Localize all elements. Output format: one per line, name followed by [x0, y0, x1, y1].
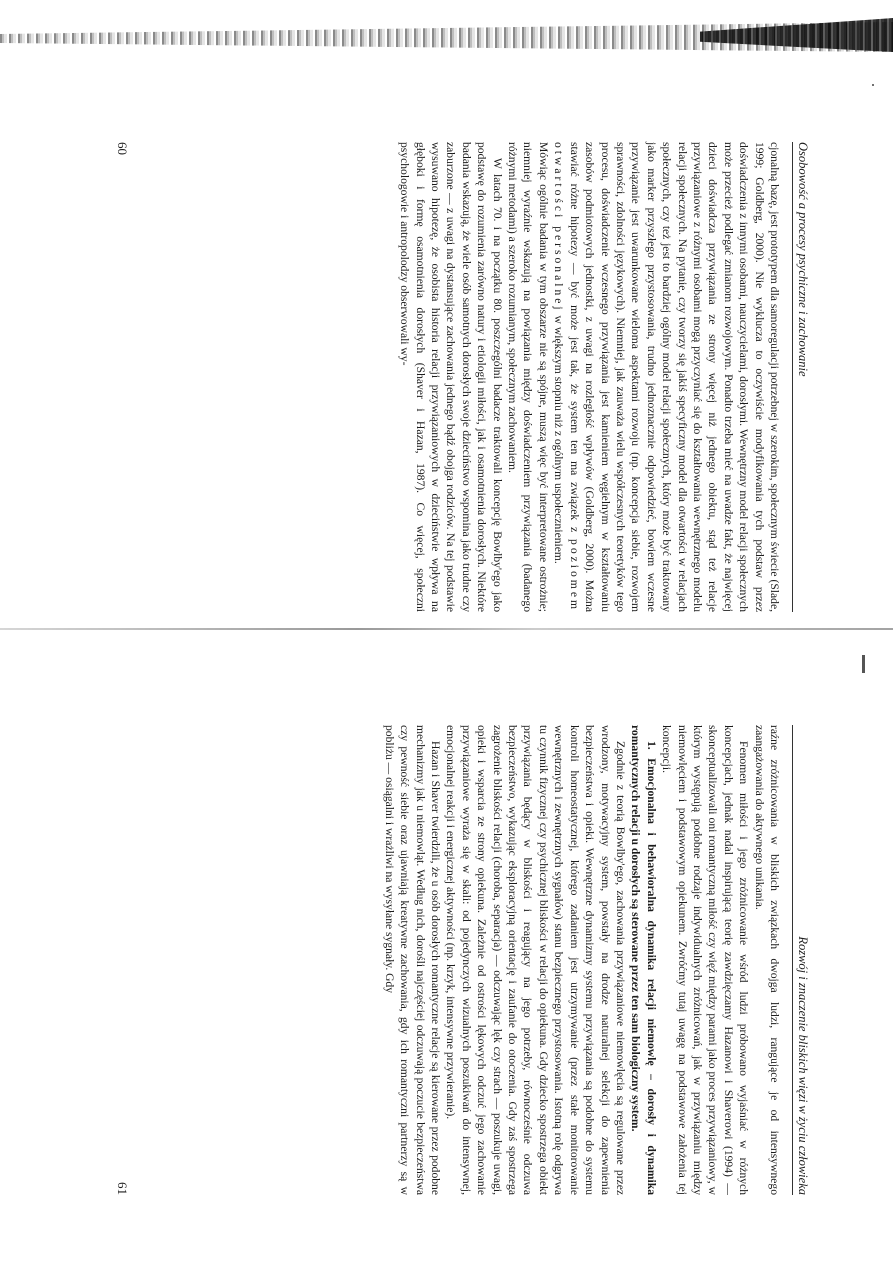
running-head: Rozwój i znaczenie bliskich więzi w życiu człowieka: [792, 725, 810, 1195]
scan-speck: [872, 84, 874, 86]
paragraph: Hazan i Shaver twierdzili, że u osób dorosłych romantyczne relacje są kierowane przez podobne mechanizmy jak u niemowląt. Według nich, dorośli najczęściej odczuwają poczucie bezpieczeństwa czy pewność siebie oraz ujawniają kreatywne zachowania, gdy ich romantyczni partnerzy są w pobliżu — osiągalni i wrażliwi na wysyłane sygnały. Gdy: [382, 725, 443, 1195]
running-head: Osobowość a procesy psychiczne i zachowanie: [792, 142, 810, 612]
paragraph-text: cjonalną bazę, jest prototypem dla samoregulacji potrzebnej w szerokim, społecznym świecie (Slade, 1999; Goldberg, 2000). Nie wyklucza to oczywiście modyfikowania tych podstaw przez doświadczenia z innymi osobami, nauczycielami, dorosłymi. Wewnętrzny model relacji społecznych może przecież podlegać zmianom rozwojowym. Ponadto trzeba mieć na uwadze fakt, że najwięcej dzieci doświadcza przywiązania ze strony więcej niż jednego obiektu, stąd też relacje przywiązaniowe z różnymi osobami mogą przyczyniać się do kształtowania wewnętrznego modelu relacji społecznych. Na pytanie, czy tworzy się jakiś specyficzny model dla otwartości w relacjach społecznych, czy też jest to bardziej ogólny model relacji społecznych, który może być traktowany jako marker przyszłego przystosowania, trudno jednoznacznie odpowiedzieć, bowiem wczesne przywiązanie jest uwarunkowane wieloma aspektami rozwoju (np. koncepcja siebie, rozwojem sprawności, zdolności językowych). Niemniej, jak zauważa wielu współczesnych teoretyków tego procesu, doświadczenie wczesnego przywiązania jest kamieniem węgielnym w kształtowaniu zasobów podmiotowych jednostki, z uwagi na rozległość wpływów (Goldberg, 2000). Można stawiać różne hipotezy — być może jest tak, że system ten ma związek z: [567, 142, 781, 612]
paragraph: W latach 70. i na początku 80. poszczególni badacze traktowali koncepcję Bowlby'ego jako podstawę do rozumienia zarówno natury i etiologii miłości, jak i osamotnienia dorosłych. Niektóre badania wskazują, że wiele osób samotnych dorosłych swoje dzieciństwo wspomina jako trudne czy zaburzone — z uwagi na dystansujące zachowania jednego bądź obojga rodziców. Na tej podstawie wysuwano hipotezę, że osobista historia relacji przywiązaniowych w dzieciństwie wpływa na głęboki i formę osamotnienia dorosłych (Shaver i Hazan, 1987). Co więcej, społeczni psychologowie i antropolodzy obserwowali wy-: [398, 142, 504, 612]
paragraph: [551, 142, 782, 612]
page-body: [397, 142, 782, 612]
page-number: 61: [115, 1182, 130, 1195]
page-body: [381, 725, 782, 1195]
paragraph-text: w większym stopniu niż z ogólnym uspołecznieniem.: [552, 315, 566, 564]
page-number: 60: [115, 142, 130, 155]
paragraph: Zgodnie z teorią Bowlby'ego, zachowania przywiązaniowe niemowlęcia są regulowane przez wrodzony, motywacyjny system, powstały na drodze naturalnej selekcji do zapewnienia bezpieczeństwa i opieki. Wewnętrzne dynamizmy systemu przywiązania są podobne do systemu kontroli homeostatycznej, którego zadaniem jest utrzymywanie (przez stałe monitorowanie wewnętrznych i zewnętrznych sygnałów) stanu bezpiecznego przystosowania. Istotną rolę odgrywa tu czynnik fizycznej czy psychicznej bliskości w relacji do opiekuna. Gdy dziecko spostrzega obiekt przywiązania będący w bliskości i reagujący na jego potrzeby, równocześnie odczuwa bezpieczeństwo, wykazując eksploracyjną orientację i zaufanie do otoczenia. Gdy zaś spostrzega zagrożenie bliskości relacji (choroba, separacja) — odczuwając lęk czy strach — poszukuje uwagi, opieki i wsparcia ze strony opiekuna. Zależnie od ostrości lękowych odczuć jego zachowanie przywiązaniowe wyraża się w skali: od pojedynczych wizualnych poszukiwań do intensywnej, emocjonalnej reakcji i energicznej aktywności (np. krzyk, intensywne przywieranie).: [444, 725, 627, 1195]
book-gutter: [0, 628, 893, 630]
book-page-right: [115, 725, 810, 1195]
scan-mark: [862, 655, 865, 673]
spaced-emphasis: poziomem otwartości personalnej: [552, 142, 581, 612]
paragraph: Fenomen miłości i jego zróżnicowanie wśród ludzi próbowano wyjaśniać w różnych koncepcjach, jednak nadal inspirującą teorię zawdzięczamy Hazanowi i Shaverowi (1994) — skonceptualizowali oni romantyczną miłość czy więź między parami jako proces przywiązaniowy, w którym występują podobne rodzaje indywidualnych zróżnicowań, jak w przywiązaniu między niemowlęciem i podstawowym opiekunem. Zwróćmy tutaj uwagę na podstawowe założenia tej koncepcji.: [660, 725, 751, 1195]
book-page-left: [115, 142, 810, 612]
paragraph: raźne zróżnicowania w bliskich związkach dwojga ludzi, rangujące je od intensywnego zaangażowania do aktywnego unikania.: [752, 725, 781, 1195]
section-heading: 1. Emocjonalna i behawioralna dynamika relacji niemowlę – dorosły i dynamika romantycznych relacji u dorosłych są sterowane przez ten sam biologiczny system.: [629, 725, 658, 1195]
paragraph: Mówiąc ogólnie badania w tym obszarze nie są spójne, muszą więc być interpretowane ostrożnie; niemniej wyraźnie wskazują na powiązania między doświadczeniem przywiązania (badanego różnymi metodami) a szeroko rozumianym, społecznym zachowaniem.: [506, 142, 550, 612]
